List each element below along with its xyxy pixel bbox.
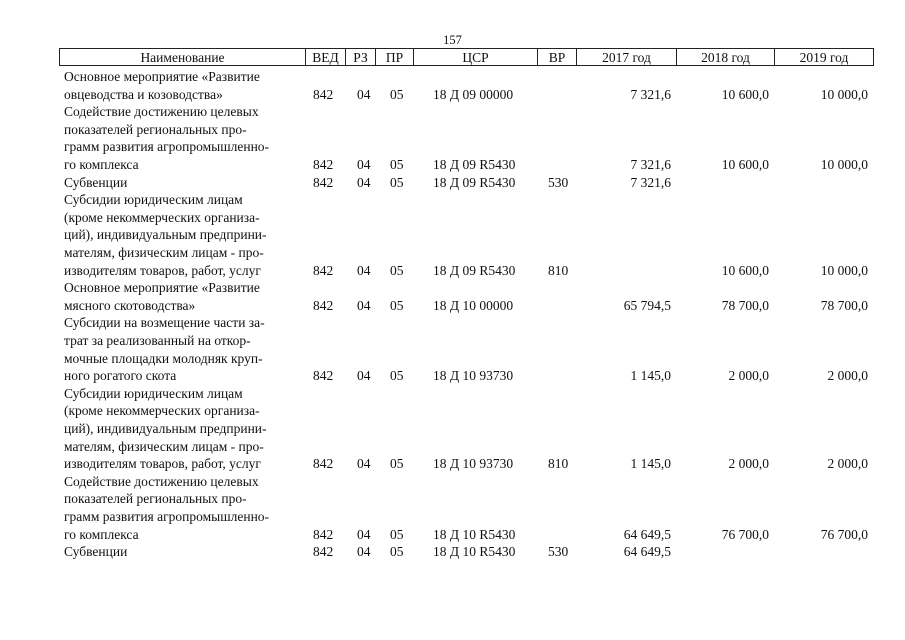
row-name-line: мателям, физическим лицам - про- (64, 244, 264, 260)
page-number: 157 (443, 33, 462, 47)
row-name-line: Субсидии на возмещение части за- (64, 315, 265, 331)
table-row (0, 103, 905, 173)
row-name-line: ного рогатого скота (64, 368, 177, 384)
csr-cell: 18 Д 10 93730 (433, 368, 514, 384)
row-name-line: Основное мероприятие «Развитие (64, 69, 260, 84)
value-2019: 10 000,0 (820, 262, 868, 278)
row-name-line: мателям, физическим лицам - про- (64, 438, 264, 454)
row-name-line: го комплекса (64, 526, 139, 542)
value-2018: 76 700,0 (721, 526, 769, 542)
row-name-line: показателей региональных про- (64, 491, 247, 507)
value-2017: 65 794,5 (623, 297, 671, 313)
csr-cell: 18 Д 10 R5430 (433, 526, 516, 542)
row-name (64, 174, 309, 192)
row-name-line: трат за реализованный на откор- (64, 332, 251, 348)
pr-cell: 05 (390, 262, 404, 278)
row-name (64, 385, 309, 473)
table-row (0, 385, 905, 473)
pr-cell: 05 (390, 174, 404, 190)
vr-cell: 810 (548, 262, 569, 278)
pr-cell: 05 (390, 544, 404, 560)
rz-cell: 04 (357, 86, 371, 102)
row-name (64, 103, 309, 173)
row-name (64, 473, 309, 543)
header-2019: 2019 год (799, 50, 849, 65)
row-name-line: Субсидии юридическим лицам (64, 385, 243, 401)
rz-cell: 04 (357, 156, 371, 172)
row-name (64, 279, 309, 314)
pr-cell: 05 (390, 297, 404, 313)
csr-cell: 18 Д 09 R5430 (433, 174, 516, 190)
pr-cell: 05 (390, 156, 404, 172)
row-name (64, 543, 309, 561)
table-row (0, 191, 905, 279)
pr-cell: 05 (390, 368, 404, 384)
value-2017: 7 321,6 (630, 86, 671, 102)
value-2019: 10 000,0 (820, 156, 868, 172)
value-2019: 76 700,0 (820, 526, 868, 542)
table-body (0, 68, 905, 561)
value-2017: 64 649,5 (623, 526, 671, 542)
value-2017: 1 145,0 (630, 456, 671, 472)
row-name-line: ций), индивидуальным предприни- (64, 227, 267, 243)
ved-cell: 842 (313, 174, 334, 190)
value-2017: 1 145,0 (630, 368, 671, 384)
rz-cell: 04 (357, 368, 371, 384)
table-row (0, 314, 905, 384)
row-name-line: показателей региональных про- (64, 121, 247, 137)
header-2017: 2017 год (577, 49, 677, 65)
row-name-line: мочные площадки молодняк круп- (64, 350, 263, 366)
row-name-line: ций), индивидуальным предприни- (64, 420, 267, 436)
ved-cell: 842 (313, 156, 334, 172)
row-name-line: овцеводства и козоводства» (64, 86, 223, 102)
csr-cell: 18 Д 09 00000 (433, 86, 514, 102)
row-name-line: грамм развития агропромышленно- (64, 139, 270, 155)
row-name (64, 68, 309, 103)
table-row (0, 543, 905, 561)
row-name-line: мясного скотоводства» (64, 297, 196, 313)
pr-cell: 05 (390, 86, 404, 102)
table-row (0, 473, 905, 543)
header-pr: ПР (376, 49, 414, 65)
vr-cell: 530 (548, 174, 569, 190)
value-2018: 10 600,0 (721, 156, 769, 172)
value-2019: 2 000,0 (827, 368, 868, 384)
row-name-line: Основное мероприятие «Развитие (64, 280, 260, 296)
row-name-line: Содействие достижению целевых (64, 473, 259, 489)
table-row (0, 68, 905, 103)
csr-cell: 18 Д 09 R5430 (433, 156, 516, 172)
header-name: Наименование (60, 49, 306, 65)
rz-cell: 04 (357, 174, 371, 190)
row-name-line: го комплекса (64, 156, 139, 172)
row-name-line: Субвенции (64, 174, 128, 190)
row-name (64, 314, 309, 384)
pr-cell: 05 (390, 456, 404, 472)
header-vr: ВР (538, 49, 577, 65)
ved-cell: 842 (313, 262, 334, 278)
csr-cell: 18 Д 10 93730 (433, 456, 514, 472)
header-csr: ЦСР (414, 49, 538, 65)
value-2018: 2 000,0 (728, 456, 769, 472)
value-2017: 64 649,5 (623, 544, 671, 560)
ved-cell: 842 (313, 86, 334, 102)
rz-cell: 04 (357, 297, 371, 313)
pr-cell: 05 (390, 526, 404, 542)
ved-cell: 842 (313, 456, 334, 472)
ved-cell: 842 (313, 544, 334, 560)
value-2017: 7 321,6 (630, 156, 671, 172)
value-2018: 78 700,0 (721, 297, 769, 313)
table-header (59, 48, 874, 66)
ved-cell: 842 (313, 526, 334, 542)
rz-cell: 04 (357, 456, 371, 472)
value-2018: 10 600,0 (721, 262, 769, 278)
value-2018: 2 000,0 (728, 368, 769, 384)
row-name-line: изводителям товаров, работ, услуг (64, 456, 261, 472)
value-2017: 7 321,6 (630, 174, 671, 190)
rz-cell: 04 (357, 262, 371, 278)
header-2018: 2018 год (677, 49, 775, 65)
vr-cell: 810 (548, 456, 569, 472)
header-rz: РЗ (346, 49, 376, 65)
table-row (0, 279, 905, 314)
value-2018: 10 600,0 (721, 86, 769, 102)
row-name-line: Субсидии юридическим лицам (64, 192, 243, 208)
row-name (64, 191, 309, 279)
header-ved: ВЕД (306, 49, 346, 65)
row-name-line: (кроме некоммерческих организа- (64, 403, 260, 419)
table-row (0, 174, 905, 192)
ved-cell: 842 (313, 368, 334, 384)
value-2019: 78 700,0 (820, 297, 868, 313)
csr-cell: 18 Д 10 00000 (433, 297, 514, 313)
row-name-line: грамм развития агропромышленно- (64, 508, 270, 524)
csr-cell: 18 Д 09 R5430 (433, 262, 516, 278)
ved-cell: 842 (313, 297, 334, 313)
rz-cell: 04 (357, 526, 371, 542)
value-2019: 10 000,0 (820, 86, 868, 102)
row-name-line: Субвенции (64, 544, 128, 560)
vr-cell: 530 (548, 544, 569, 560)
value-2019: 2 000,0 (827, 456, 868, 472)
csr-cell: 18 Д 10 R5430 (433, 544, 516, 560)
row-name-line: Содействие достижению целевых (64, 104, 259, 120)
rz-cell: 04 (357, 544, 371, 560)
row-name-line: (кроме некоммерческих организа- (64, 209, 260, 225)
row-name-line: изводителям товаров, работ, услуг (64, 262, 261, 278)
